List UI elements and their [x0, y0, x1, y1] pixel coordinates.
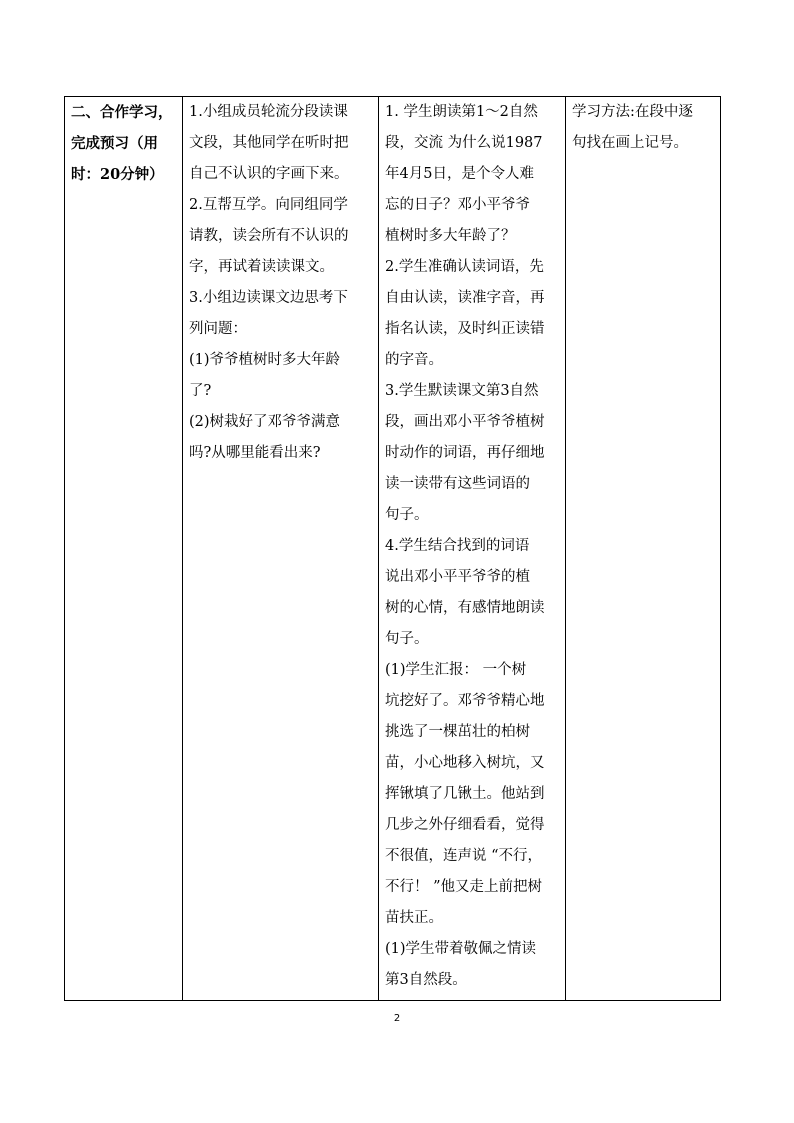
text-line: (1)学生汇报： 一个树	[385, 662, 527, 678]
text-line: 1.小组成员轮流分段读课	[189, 104, 348, 120]
lesson-plan-table	[64, 96, 721, 1001]
text-line: 植树时多大年龄了？	[385, 228, 516, 244]
text-line: 列问题：	[189, 321, 247, 337]
text-line: 第3自然段。	[385, 972, 467, 988]
text-line: 挥锹填了几锹土。他站到	[385, 786, 545, 802]
text-line: 句子。	[385, 507, 429, 523]
stage-title	[71, 97, 176, 190]
text-line: 文段，其他同学在听时把	[189, 135, 349, 151]
text-line: 请教，读会所有不认识的	[189, 228, 349, 244]
table-row	[65, 97, 721, 1001]
text-line: 坑挖好了。邓爷爷精心地	[385, 693, 545, 709]
text-line: 几步之外仔细看看，觉得	[385, 817, 545, 833]
text-line: 2.学生准确认读词语，先	[385, 259, 544, 275]
text-line: (2)树栽好了邓爷爷满意	[189, 414, 341, 430]
stage-title-line: 时：20分钟）	[71, 166, 164, 183]
text-line: 字，再试着读读课文。	[189, 259, 334, 275]
text-line: (1)爷爷植树时多大年龄	[189, 352, 341, 368]
student-activity-cell	[379, 97, 566, 1001]
text-line: 时动作的词语，再仔细地	[385, 445, 545, 461]
learning-method-cell	[566, 97, 721, 1001]
text-line: 段，交流 为什么说1987	[385, 135, 543, 151]
text-line: 了?	[189, 383, 212, 399]
text-line: 句子。	[385, 631, 429, 647]
page-number: 2	[393, 1013, 401, 1024]
stage-title-cell	[65, 97, 183, 1001]
text-line: (1)学生带着敬佩之情读	[385, 941, 537, 957]
text-line: 吗?从哪里能看出来?	[189, 445, 321, 461]
text-line: 的字音。	[385, 352, 443, 368]
text-line: 2.互帮互学。向同组同学	[189, 197, 348, 213]
learning-method-text	[572, 97, 714, 159]
student-activity-text	[385, 97, 559, 996]
text-line: 自己不认识的字画下来。	[189, 166, 349, 182]
text-line: 树的心情，有感情地朗读	[385, 600, 545, 616]
text-line: 说出邓小平平爷爷的植	[385, 569, 530, 585]
text-line: 1. 学生朗读第1～2自然	[385, 104, 538, 120]
text-line: 4.学生结合找到的词语	[385, 538, 530, 554]
text-line: 苗扶正。	[385, 910, 443, 926]
text-line: 自由认读，读准字音，再	[385, 290, 545, 306]
text-line: 3.学生默读课文第3自然	[385, 383, 539, 399]
stage-title-line: 二、合作学习，	[71, 104, 173, 121]
text-line: 苗，小心地移入树坑，又	[385, 755, 545, 771]
text-line: 指名认读，及时纠正读错	[385, 321, 545, 337]
text-line: 不很值，连声说 “不行，	[385, 848, 543, 864]
text-line: 句找在画上记号。	[572, 135, 688, 151]
text-line: 学习方法:在段中逐	[572, 104, 693, 120]
text-line: 读一读带有这些词语的	[385, 476, 530, 492]
group-activity-cell	[183, 97, 379, 1001]
text-line: 忘的日子？邓小平爷爷	[385, 197, 530, 213]
stage-title-line: 完成预习（用	[71, 135, 158, 152]
text-line: 挑选了一棵茁壮的柏树	[385, 724, 530, 740]
text-line: 段，画出邓小平爷爷植树	[385, 414, 545, 430]
text-line: 不行！ ”他又走上前把树	[385, 879, 543, 895]
group-activity-text	[189, 97, 372, 469]
text-line: 3.小组边读课文边思考下	[189, 290, 348, 306]
text-line: 年4月5日，是个令人难	[385, 166, 534, 182]
